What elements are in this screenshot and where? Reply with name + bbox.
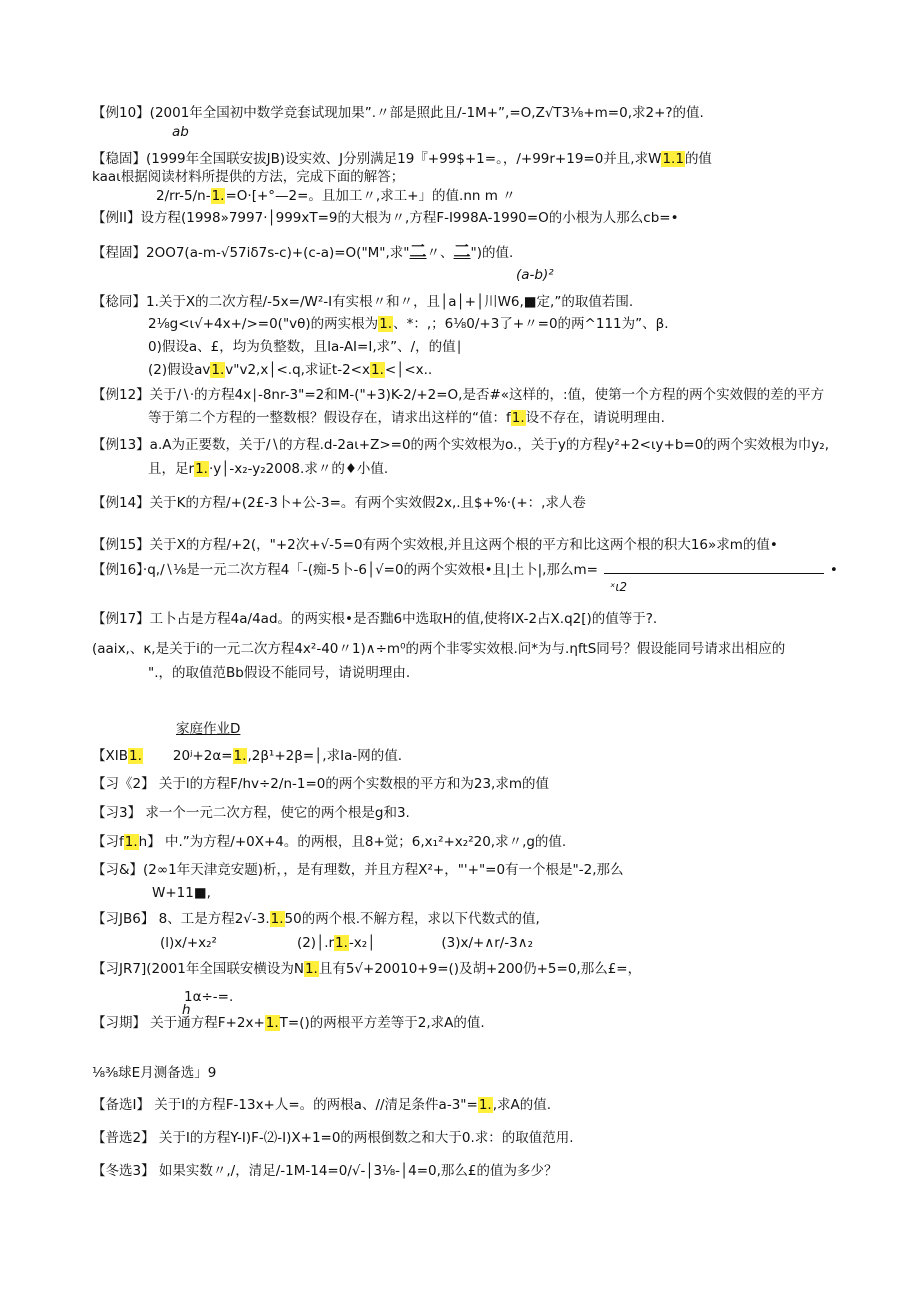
homework-8: 【习期】 关于通方程F+2x+1.T=()的两根平方差等于2,求A的值. — [92, 1015, 485, 1031]
example-12: 【例12】关于∕∖·的方程4x∣-8nr-3"=2和M-("+3)K-2∕+2=O,是否#«这样的，:值，使第一个方程的两个实效假的差的平方 — [92, 387, 825, 403]
consolidate-2: 【程固】2OO7(a-m-√57iδ7s-c)+(c-a)=O("M",求"二〃、二")的值. — [92, 242, 514, 262]
highlight-mark: 1. — [370, 362, 384, 378]
consolidate-3-part4: (2)假设av1.v"v2,x│<.q,求证t-2<x1.<│<x.. — [148, 362, 433, 378]
example-13: 【例13】a.A为正要数，关于∕∖的方程.d-2aι+Z>=0的两个实效根为o.，关于y的方程y²+2<ιy+b=0的两个实效根为巾y₂, — [92, 437, 830, 453]
homework-5-cont: W+11■, — [152, 885, 211, 901]
homework-3: 【习3】 求一个一元二次方程，使它的两个根是g和3. — [92, 805, 410, 821]
example-10-fraction: ab — [172, 124, 189, 140]
homework-7: 【习JR7](2001年全国联安横设为N1.且有5√+20010+9=()及胡+200仍+5=0,那么£=， — [92, 961, 642, 977]
highlight-mark: 1. — [211, 362, 225, 378]
homework-5: 【习&】(2∞1年天津竞安题)析，，是有理数，并且方程X²+，"'+"=0有一个根是"-2,那么 — [92, 862, 624, 878]
example-11: 【例II】设方程(1998»7997·│999xT=9的大根为〃,方程F-I998A-1990=O的小根为人那么cb=• — [92, 210, 679, 226]
homework-heading: 家庭作业D — [176, 721, 241, 737]
consolidate-3-part3: 0)假设a、£，均为负整数，且la-AI=I,求”、/，的值∣ — [148, 339, 463, 355]
example-17: 【例17】工卜占是方程4a∕4ad。的两实根•是否黜6中选取H的值,使将IX-2占X.q2[)的值等于?. — [92, 611, 658, 627]
optional-3: 【冬选3】 如果实数〃,/，清足/-1M-14=0∕√-│3⅛-│4=0,那么£的值为多少？ — [92, 1163, 558, 1179]
example-18-cont: ".，的取值范Bb假设不能同号，请说明理由. — [148, 665, 411, 681]
example-13-cont: 且，足r1.·y│-x₂-y₂2008.求〃的♦小值. — [148, 461, 389, 477]
example-14: 【例14】关于K的方程/+(2£-3卜+公-3=。有两个实效假2x,.且$+%·(+：,求人卷 — [92, 495, 586, 511]
optional-1: 【备选I】 关于I的方程F-13x+人=。的两根a、//清足条件a-3"=1.,求A的值. — [92, 1097, 552, 1113]
homework-1: 【XIB1. 20ʲ+2α=1.,2β¹+2β=│,求Ia-网的值. — [92, 748, 403, 764]
example-18: (aaix,、κ,是关于i的一元二次方程4x²-40〃1)∧÷m⁰的两个非零实效根.问*为与.ηftS同号？假设能同号请求出相应的 — [92, 641, 786, 657]
highlight-mark: 1. — [233, 748, 247, 764]
highlight-mark: 1. — [511, 410, 525, 426]
consolidate-2-denominator: (a-b)² — [516, 267, 554, 283]
example-15: 【例15】关于X的方程/+2(，"+2次+√-5=0有两个实效根,并且这两个根的平方和比这两个根的积大16»求m的值• — [92, 537, 778, 553]
example-16: 【例16】·q,∕∖⅛是一元二次方程4「-(痴-5卜-6│√=0的两个实效根•且|土卜|,那么m= • — [92, 562, 838, 578]
highlight-mark: 1. — [211, 188, 225, 204]
highlight-mark: 1. — [304, 961, 318, 977]
highlight-mark: 1. — [379, 316, 393, 332]
homework-6: 【习JB6】 8、工是方程2√-3.1.50的两个根.不解方程，求以下代数式的值, — [92, 911, 540, 927]
homework-7-expression: 1α÷-=. — [184, 989, 234, 1005]
highlight-mark: 1. — [129, 748, 142, 764]
example-12-cont: 等于第二个方程的一整数根？假设存在，请求出这样的“值：f1.设不存在，请说明理由. — [148, 410, 665, 426]
reading-equation: 2∕rr-5∕n-1.=O·[+°—2=。且加工〃,求工+」的值.nn m 〃 — [156, 188, 516, 204]
highlight-mark: 1. — [265, 1015, 279, 1031]
example-16-fraction: ˣι2 — [610, 580, 628, 594]
highlight-mark: 1. — [270, 911, 284, 927]
homework-7-denominator: h — [182, 1002, 191, 1018]
reading-instruction: kaaι根据阅读材料所提供的方法，完成下面的解答； — [92, 169, 405, 185]
highlight-mark: 1. — [124, 834, 138, 850]
homework-2: 【习《2】 关于l的方程F∕hv÷2/n-1=0的两个实数根的平方和为23,求m的值 — [92, 776, 549, 792]
highlight-mark: 1. — [478, 1097, 492, 1113]
consolidate-3-part2: 2⅛g<ι√+4x+∕>=0("vθ)的两实根为1.、*：,；6⅛0/+3了+〃=0的两^111为”、β. — [148, 316, 669, 332]
highlight-mark: 1. — [195, 461, 208, 477]
highlight-mark: 1. — [335, 935, 348, 951]
highlight-mark: 1.1 — [662, 151, 684, 167]
homework-6-parts: (l)x/+x₂² (2)│.r1.-x₂│ (3)x/+∧r∕-3∧₂ — [160, 935, 534, 951]
answer-blank — [604, 561, 824, 574]
monthly-test-heading: ⅛⅜球E月测备选」9 — [92, 1065, 217, 1081]
consolidate-1: 【稳固】(1999年全国联安拔JB)设实效、J分别满足19『+99$+1=。，/+99r+19=0并且,求W1.1的值 — [92, 151, 712, 167]
example-10: 【例10】(2001年全国初中数学竞套试现加果”.〃部是照此且/-1M+”,=O,Z√T3⅛+m=0,求2+?的值. — [92, 105, 704, 121]
consolidate-3: 【稔同】1.关于X的二次方程/-5x=∕W²-I有实根〃和〃，且│a│+│川W6,■定,”的取值若围. — [92, 294, 634, 310]
homework-4: 【习f1.h】 中.”为方程/+0X+4。的两根，且8+觉；6,x₁²+x₂²20,求〃,g的值. — [92, 834, 567, 850]
optional-2: 【普选2】 关于I的方程Y-I)F-⑵-I)X+1=0的两根倒数之和大于0.求：的取值范用. — [92, 1130, 574, 1146]
